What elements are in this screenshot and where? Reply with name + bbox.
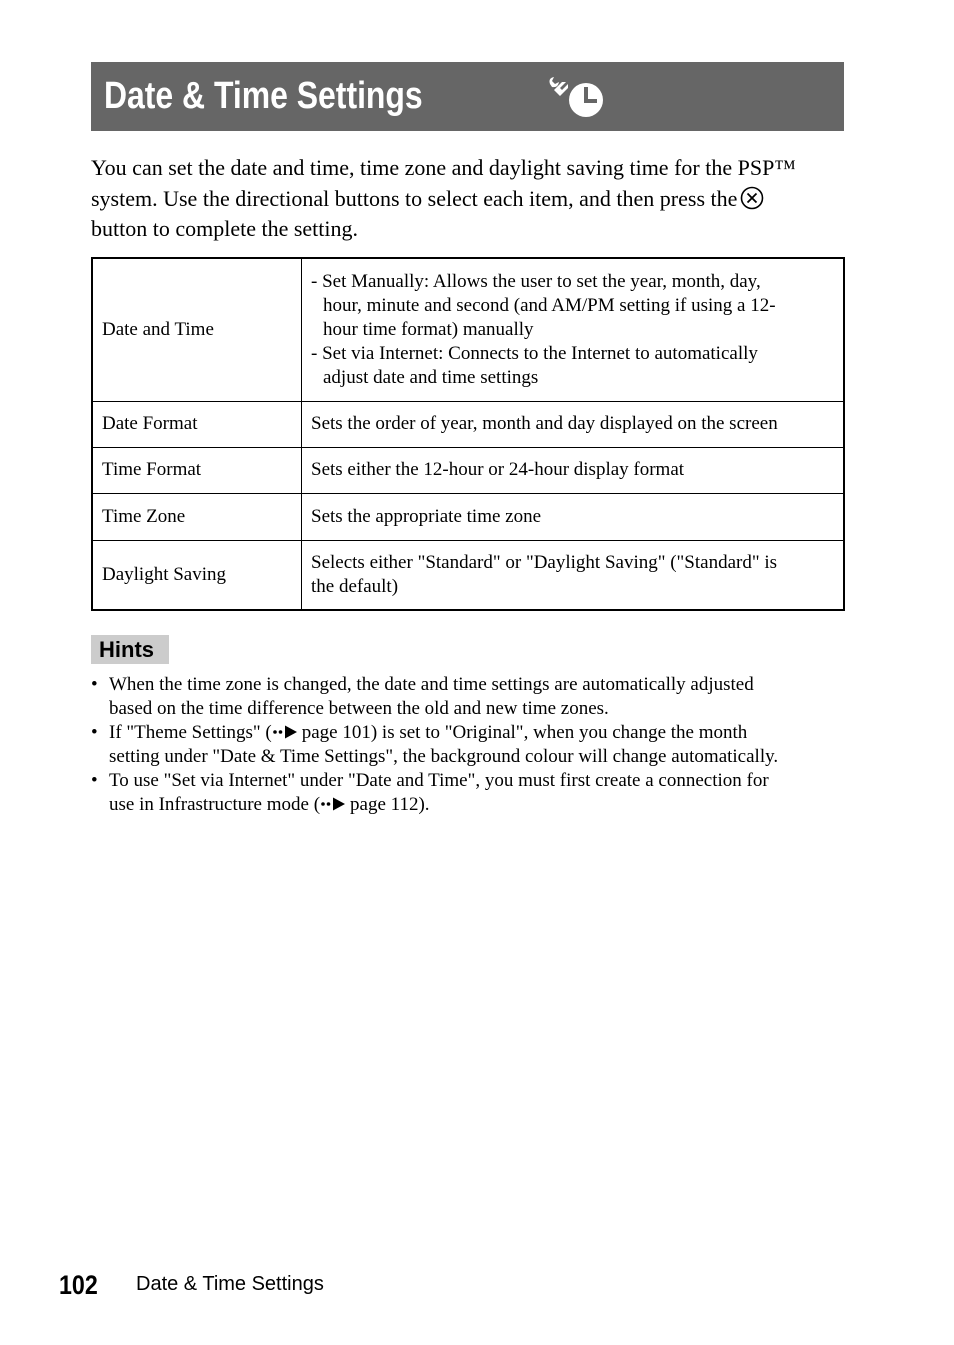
hint-line: To use "Set via Internet" under "Date and Time", you must first create a connection for xyxy=(109,770,769,791)
setting-name: Time Format xyxy=(92,447,302,493)
description-line: Selects either "Standard" or "Daylight Saving" ("Standard" is xyxy=(311,551,778,573)
page-title: Date & Time Settings xyxy=(104,75,423,117)
intro-line-text: system. Use the directional buttons to select each item, and then press the xyxy=(91,185,738,211)
hints-heading: Hints xyxy=(91,635,169,664)
hint-line xyxy=(109,721,851,745)
intro-line xyxy=(91,184,851,215)
table-row xyxy=(92,540,844,610)
setting-name: Date and Time xyxy=(92,258,302,401)
description-line: hour time format) manually xyxy=(323,318,534,340)
setting-description xyxy=(302,540,845,610)
settings-table xyxy=(91,257,845,611)
hint-line: When the time zone is changed, the date and time settings are automatically adjusted xyxy=(109,674,754,695)
page-reference-arrow-icon xyxy=(320,797,350,811)
section-title-bar xyxy=(91,62,844,131)
table-row xyxy=(92,493,844,540)
bullet: • xyxy=(91,674,98,695)
table-row xyxy=(92,258,844,401)
hint-text: use in Infrastructure mode ( xyxy=(109,794,321,815)
description-line: hour, minute and second (and AM/PM setting if using a 12- xyxy=(323,294,776,316)
hint-line: setting under "Date & Time Settings", the background colour will change automatically. xyxy=(109,746,779,767)
table-row xyxy=(92,401,844,447)
intro-line: You can set the date and time, time zone and daylight saving time for the PSP™ xyxy=(91,155,796,180)
table-row xyxy=(92,447,844,493)
hint-text: If "Theme Settings" ( xyxy=(109,722,272,743)
date-time-settings-icon xyxy=(546,76,606,118)
cross-button-icon xyxy=(740,186,764,210)
description-line: adjust date and time settings xyxy=(323,366,539,388)
hints-list xyxy=(91,673,851,817)
setting-name: Daylight Saving xyxy=(92,540,302,610)
setting-description: Sets the order of year, month and day displayed on the screen xyxy=(302,401,845,447)
footer-section-title: Date & Time Settings xyxy=(136,1273,324,1295)
intro-paragraph xyxy=(91,153,851,245)
hint-line: based on the time difference between the old and new time zones. xyxy=(109,698,609,719)
description-line: - Set Manually: Allows the user to set the year, month, day, xyxy=(311,270,761,292)
setting-name: Date Format xyxy=(92,401,302,447)
setting-description: Sets either the 12-hour or 24-hour display format xyxy=(302,447,845,493)
bullet: • xyxy=(91,770,98,791)
list-item xyxy=(91,721,851,769)
description-line: the default) xyxy=(311,575,399,597)
description-line: - Set via Internet: Connects to the Internet to automatically xyxy=(311,342,758,364)
list-item xyxy=(91,673,851,721)
intro-line: button to complete the setting. xyxy=(91,216,359,241)
hint-text[interactable]: page 112). xyxy=(350,794,430,815)
setting-description xyxy=(302,258,845,401)
page-number: 102 xyxy=(59,1270,98,1300)
setting-name: Time Zone xyxy=(92,493,302,540)
hint-line xyxy=(109,793,851,817)
bullet: • xyxy=(91,722,98,743)
setting-description: Sets the appropriate time zone xyxy=(302,493,845,540)
list-item xyxy=(91,769,851,817)
page-reference-arrow-icon xyxy=(272,725,302,739)
hint-text[interactable]: page 101) is set to "Original", when you change the month xyxy=(301,722,748,743)
